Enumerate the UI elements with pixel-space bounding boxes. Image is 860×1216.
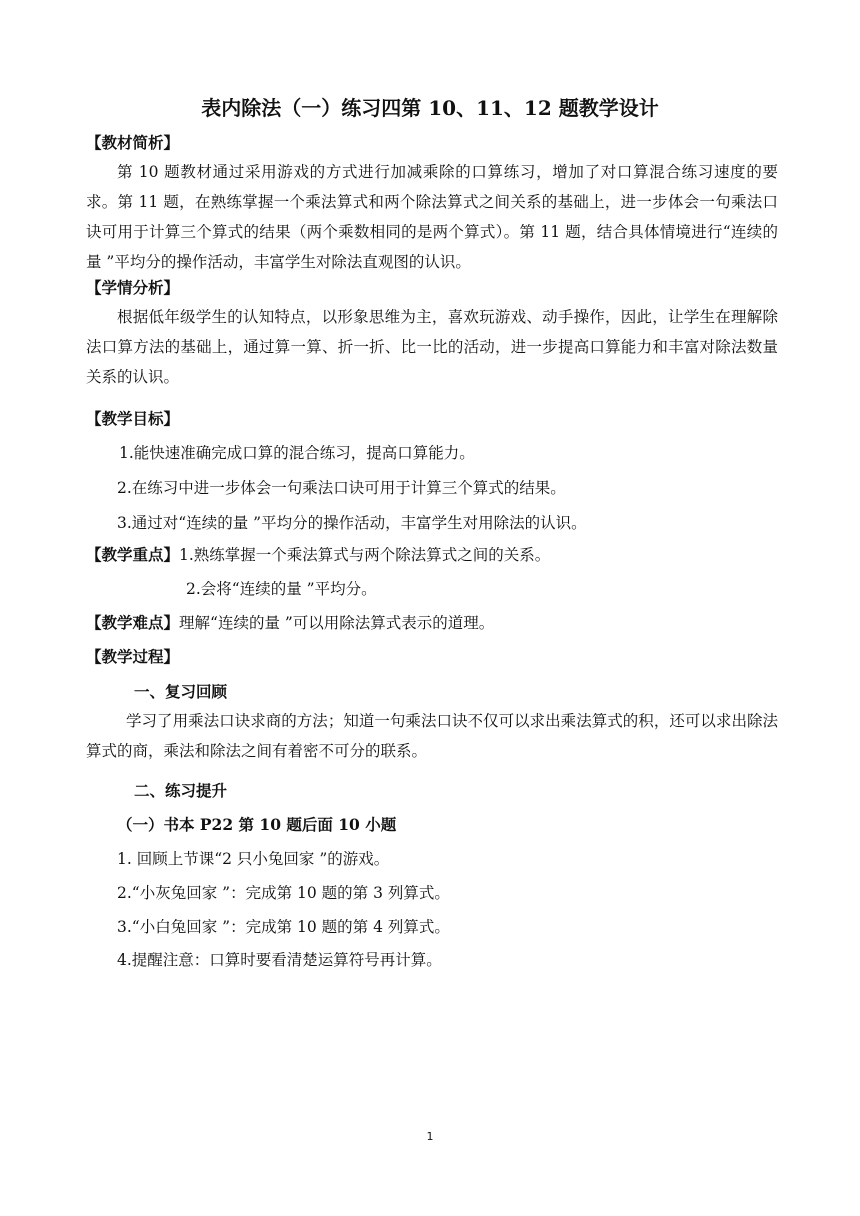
- key-point-item: 1.熟练掌握一个乘法算式与两个除法算式之间的关系。: [179, 546, 551, 564]
- teaching-process-heading: 【教学过程】: [86, 647, 180, 666]
- student-analysis-heading: 【学情分析】: [86, 278, 180, 297]
- practice-item: 1. 回顾上节课“2 只小兔回家 ”的游戏。: [117, 850, 390, 868]
- difficulty-heading: 【教学难点】: [86, 613, 180, 632]
- practice-item: 4.提醒注意：口算时要看清楚运算符号再计算。: [117, 951, 442, 969]
- practice-item: 2.“小灰兔回家 ”：完成第 10 题的第 3 列算式。: [117, 884, 450, 902]
- difficulty-text: 理解“连续的量 ”可以用除法算式表示的道理。: [179, 614, 495, 632]
- review-section-title: 一、复习回顾: [134, 682, 228, 701]
- key-points-heading: 【教学重点】: [86, 545, 180, 564]
- document-title: 表内除法（一）练习四第 10、11、12 题教学设计: [201, 96, 659, 120]
- teaching-goal-item: 1.能快速准确完成口算的混合练习，提高口算能力。: [119, 444, 475, 462]
- textbook-analysis-heading: 【教材简析】: [86, 133, 180, 152]
- difficulty-row: [86, 611, 494, 633]
- practice-subsection-title: （一）书本 P22 第 10 题后面 10 小题: [117, 815, 397, 834]
- student-analysis-paragraph: 根据低年级学生的认知特点，以形象思维为主，喜欢玩游戏、动手操作，因此，让学生在理解除法口算方法的基础上，通过算一算、折一折、比一比的活动，进一步提高口算能力和丰富对除法数量关系的认识。: [86, 308, 778, 386]
- practice-section-title: 二、练习提升: [134, 781, 228, 800]
- teaching-goal-item: 3.通过对“连续的量 ”平均分的操作活动，丰富学生对用除法的认识。: [117, 514, 587, 532]
- review-paragraph: 学习了用乘法口诀求商的方法；知道一句乘法口诀不仅可以求出乘法算式的积，还可以求出除法算式的商，乘法和除法之间有着密不可分的联系。: [86, 712, 778, 760]
- teaching-goals-heading: 【教学目标】: [86, 409, 180, 428]
- teaching-goal-item: 2.在练习中进一步体会一句乘法口诀可用于计算三个算式的结果。: [117, 479, 566, 497]
- key-points-row: [86, 543, 550, 565]
- textbook-analysis-paragraph: 第 10 题教材通过采用游戏的方式进行加减乘除的口算练习，增加了对口算混合练习速度的要求。第 11 题，在熟练掌握一个乘法算式和两个除法算式之间关系的基础上，进一步体会一句乘法口诀可用于计算三个算式的结果（两个乘数相同的是两个算式）。第 11 题，结合具体情境进行“连续的量 ”平均分的操作活动，丰富学生对除法直观图的认识。: [86, 163, 778, 271]
- key-point-item: 2.会将“连续的量 ”平均分。: [186, 580, 377, 598]
- practice-item: 3.“小白兔回家 ”：完成第 10 题的第 4 列算式。: [117, 918, 450, 936]
- page-number: 1: [426, 1130, 434, 1143]
